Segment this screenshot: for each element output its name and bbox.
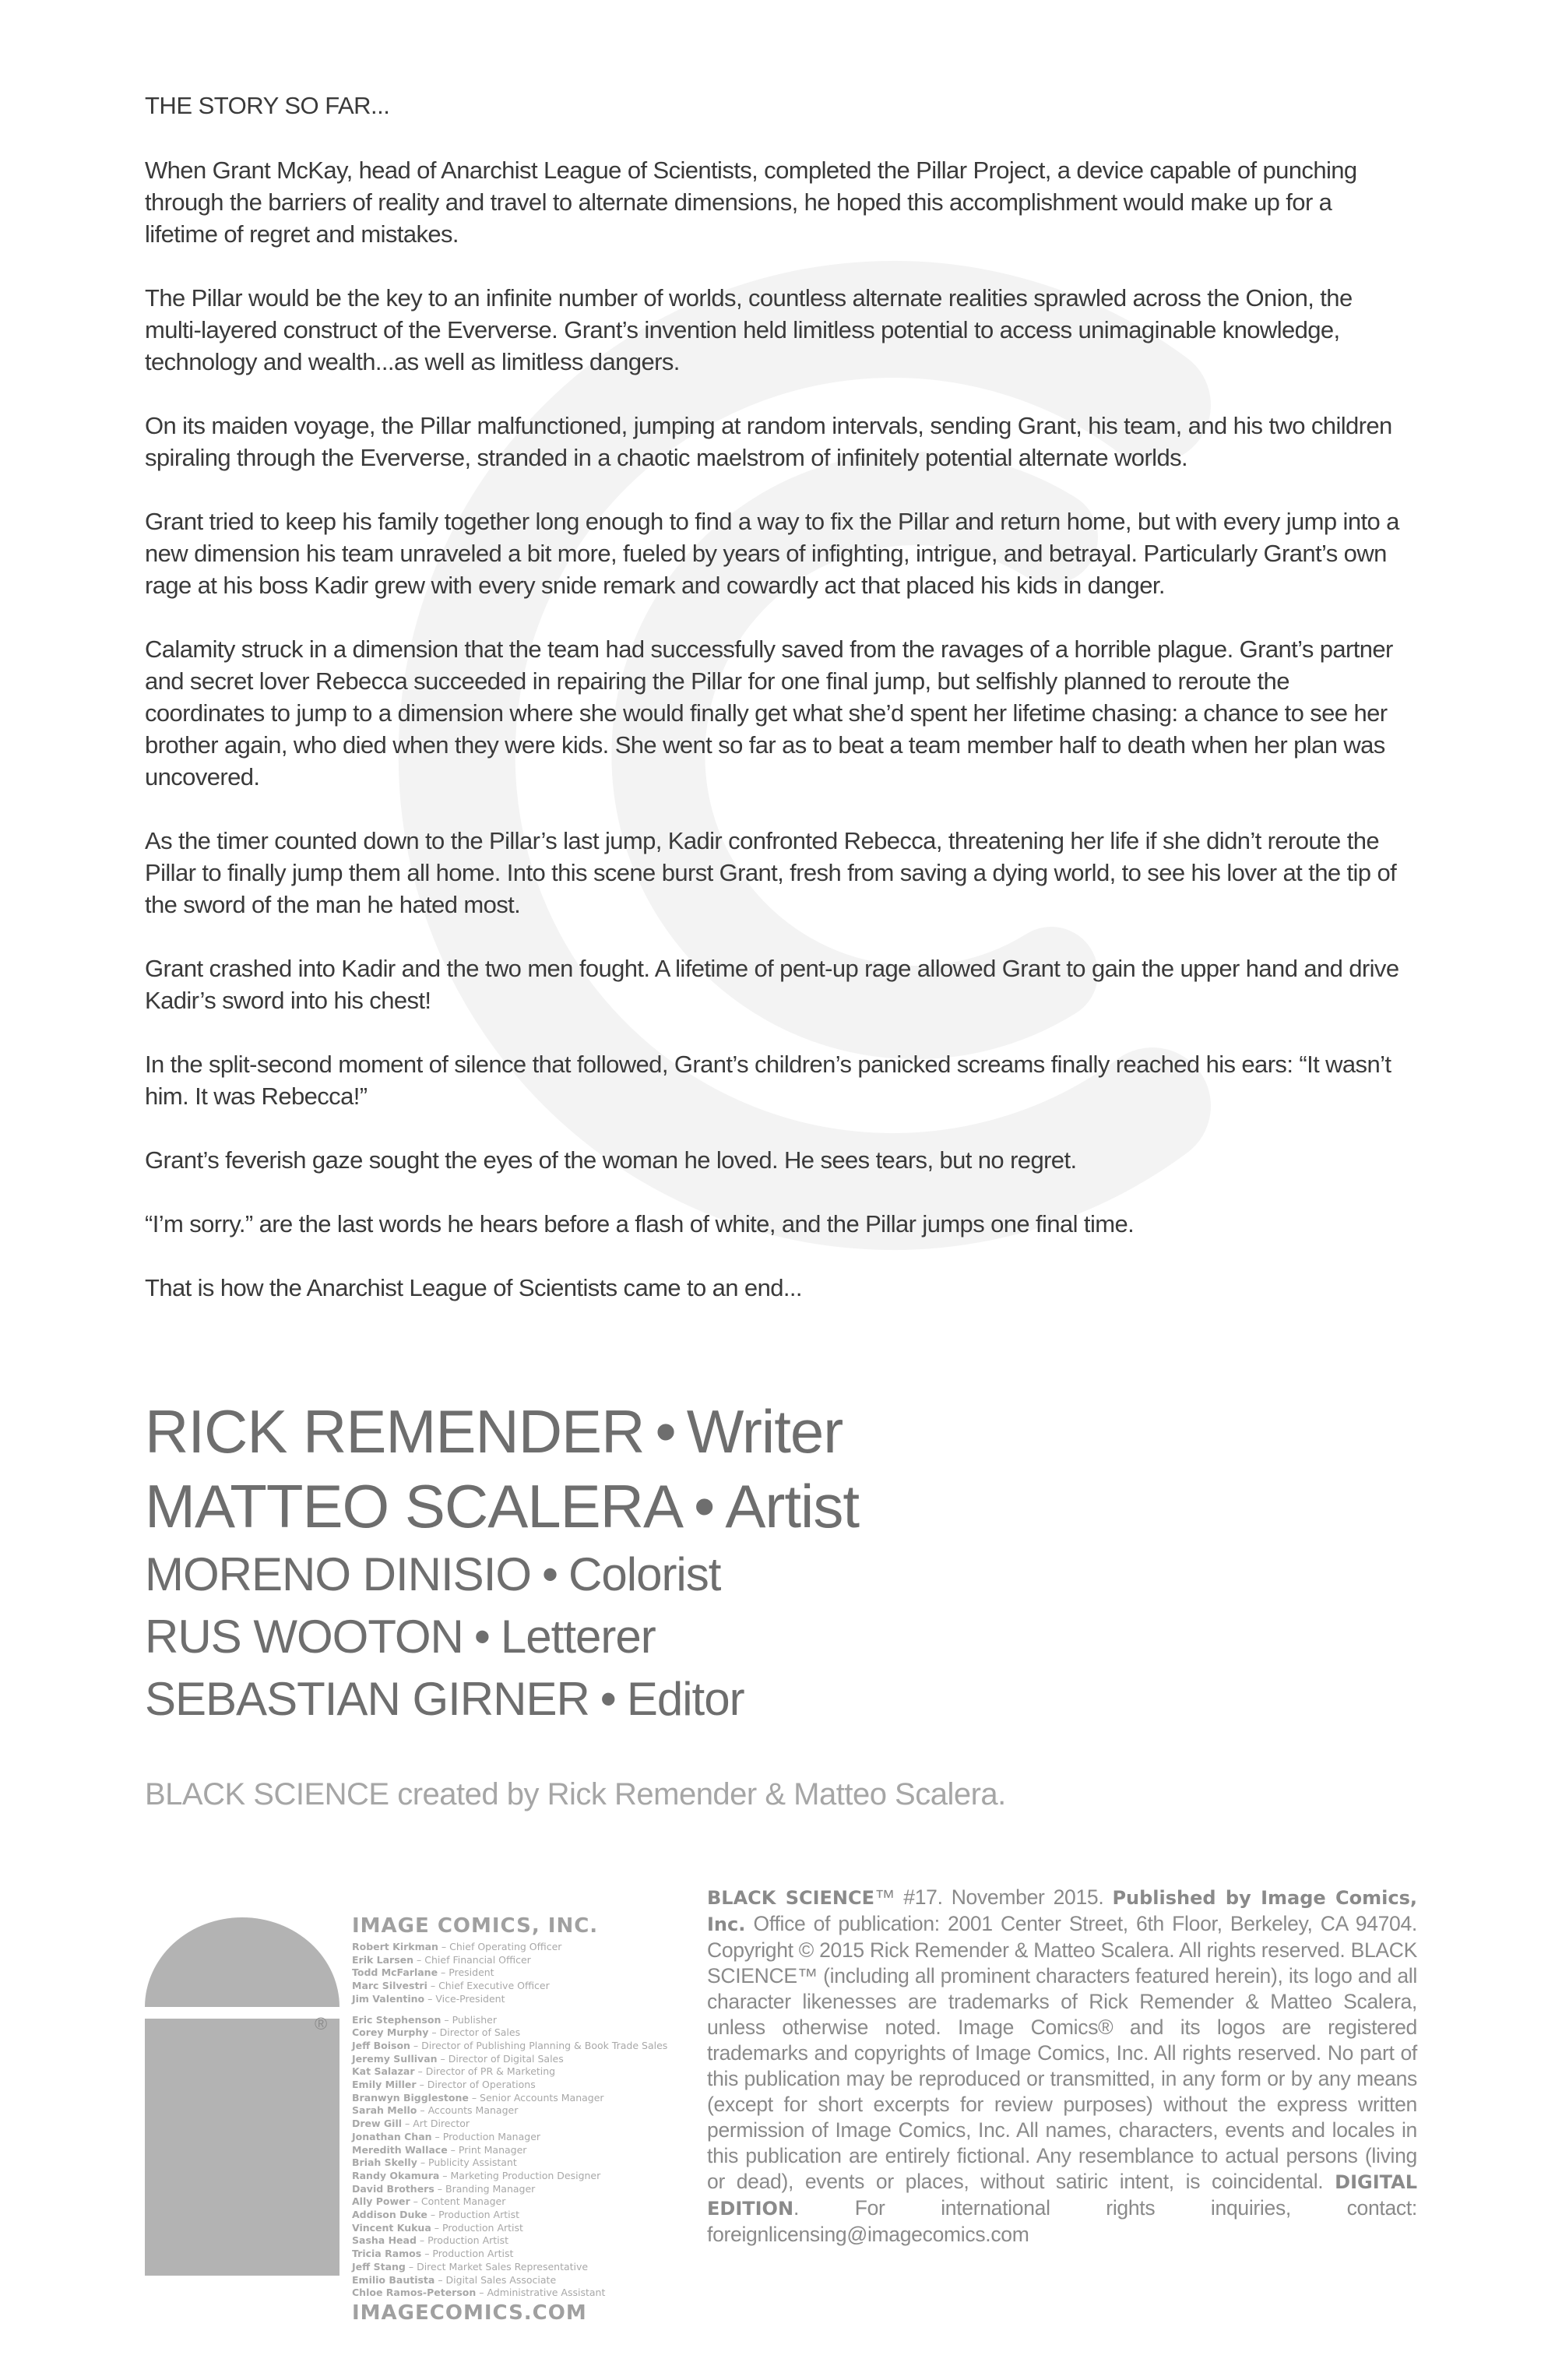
story-paragraph: In the split-second moment of silence that followed, Grant’s children’s panicked screams finally reached his ears: “It wasn’t him. It was Rebecca!”	[145, 1051, 1391, 1110]
staff-title: – Print Manager	[450, 2143, 527, 2156]
staff-row	[352, 2079, 679, 2092]
credit-name: RUS WOOTON	[145, 1611, 463, 1663]
staff-row	[352, 2065, 679, 2079]
credit-role: Letterer	[500, 1611, 656, 1663]
staff-name: Emily Miller	[352, 2079, 417, 2091]
staff-title: – Direct Market Sales Representative	[408, 2260, 589, 2273]
separator-dot: •	[473, 1611, 490, 1663]
staff-title: – Director of Digital Sales	[440, 2052, 564, 2065]
separator-dot: •	[600, 1673, 616, 1725]
staff-name: Jonathan Chan	[352, 2130, 432, 2142]
staff-title: – Production Artist	[419, 2234, 509, 2247]
credit-name: RICK REMENDER	[145, 1397, 645, 1466]
legal-publisher: Published by Image Comics, Inc.	[707, 1887, 1417, 1935]
staff-name: Drew Gill	[352, 2118, 403, 2130]
staff-name: Robert Kirkman	[352, 1941, 438, 1952]
staff-name: Todd McFarlane	[352, 1966, 438, 1979]
staff-title: – Director of Publishing Planning & Book Trade Sales	[413, 2039, 668, 2051]
legal-digital-edition: DIGITAL EDITION	[707, 2171, 1417, 2220]
credit-role: Colorist	[568, 1548, 721, 1600]
staff-title: – Chief Executive Officer	[430, 1980, 550, 1992]
created-by-line: BLACK SCIENCE created by Rick Remender & Matteo Scalera.	[145, 1777, 1006, 1811]
staff-row	[352, 1980, 679, 1993]
credit-name: MORENO DINISIO	[145, 1548, 532, 1600]
staff-title: – Accounts Manager	[420, 2104, 519, 2117]
staff-name: Eric Stephenson	[352, 2013, 442, 2026]
staff-title: – Digital Sales Associate	[438, 2273, 557, 2286]
image-comics-logo	[145, 1917, 340, 2276]
staff-title: – Publicity Assistant	[420, 2156, 517, 2169]
staff-title: – Production Manager	[434, 2130, 541, 2142]
legal-title: BLACK SCIENCE	[707, 1887, 875, 1909]
staff-title: – Publisher	[444, 2013, 497, 2026]
staff-title: – Art Director	[405, 2118, 470, 2130]
story-paragraph: That is how the Anarchist League of Scientists came to an end...	[145, 1274, 802, 1301]
legal-contact: . For international rights inquiries, contact: foreignlicensing@imagecomics.com	[707, 2196, 1417, 2246]
registered-mark: ®	[315, 2014, 328, 2033]
staff-title: – President	[441, 1966, 494, 1979]
separator-dot: •	[655, 1397, 676, 1466]
staff-title: – Director of Operations	[419, 2079, 536, 2091]
staff-title: – Chief Financial Officer	[417, 1953, 531, 1966]
legal-tm: ™	[874, 1885, 895, 1909]
staff-name: Erik Larsen	[352, 1953, 414, 1966]
staff-row	[352, 2234, 679, 2248]
credit-writer	[145, 1394, 1079, 1469]
staff-row	[352, 2248, 679, 2261]
credit-role: Writer	[686, 1397, 843, 1466]
staff-name: Jeff Boison	[352, 2039, 410, 2051]
legal-issue: #17. November 2015.	[895, 1885, 1113, 1909]
staff-name: Sasha Head	[352, 2234, 417, 2247]
staff-row	[352, 2209, 679, 2222]
credit-name: SEBASTIAN GIRNER	[145, 1673, 589, 1725]
legal-body: Office of publication: 2001 Center Street, 6th Floor, Berkeley, CA 94704. Copyright © 2015 Rick Remender & Matteo Scalera. All rights reserved. BLACK SCIENCE™ (including all prominent characters featured herein), its logo and all character likenesses are trademarks of Rick Remender & Matteo Scalera, unless otherwise noted. Image Comics® and its logos are registered trademarks and copyrights of Image Comics, Inc. All rights reserved. No part of this publication may be reproduced or transmitted, in any form or by any means (except for short excerpts for review purposes) without the express written permission of Image Comics, Inc. All names, characters, events and locales in this publication are entirely fictional. Any resemblance to actual persons (living or dead), events or places, without satiric intent, is coincidental.	[707, 1912, 1417, 2193]
story-heading: THE STORY SO FAR...	[145, 92, 390, 119]
staff-name: Randy Okamura	[352, 2169, 440, 2181]
staff-name: Chloe Ramos-Peterson	[352, 2287, 477, 2299]
staff-title: – Production Artist	[434, 2221, 523, 2234]
staff-title: – Branding Manager	[437, 2182, 536, 2195]
staff-name: Sarah Mello	[352, 2104, 417, 2117]
staff-name: Meredith Wallace	[352, 2143, 448, 2156]
staff-row	[352, 1993, 679, 2006]
staff-row	[352, 2144, 679, 2157]
staff-list	[352, 1914, 679, 2325]
separator-dot: •	[542, 1548, 558, 1600]
staff-name: David Brothers	[352, 2182, 434, 2195]
staff-row	[352, 2014, 679, 2027]
staff-title: – Production Artist	[424, 2248, 514, 2260]
staff-group-executives	[352, 1941, 679, 2006]
staff-name: Corey Murphy	[352, 2026, 429, 2039]
story-paragraph: The Pillar would be the key to an infinite number of worlds, countless alternate realities sprawled across the Onion, the multi-layered construct of the Eververse. Grant’s invention held limitless potential to access unimaginable knowledge, technology and wealth...as well as limitless dangers.	[145, 284, 1353, 375]
staff-name: Marc Silvestri	[352, 1980, 427, 1992]
credit-editor	[145, 1668, 1079, 1730]
staff-name: Kat Salazar	[352, 2065, 415, 2078]
story-paragraph: Calamity struck in a dimension that the team had successfully saved from the ravages of a horrible plague. Grant’s partner and secret lover Rebecca succeeded in repairing the Pillar for one final jump, but selfishly planned to reroute the coordinates to jump to a dimension where she would finally get what she’d spent her lifetime chasing: a chance to see her brother again, who died when they were kids. She went so far as to beat a team member half to death when her plan was uncovered.	[145, 635, 1393, 790]
staff-row	[352, 2104, 679, 2118]
staff-title: – Production Artist	[430, 2209, 520, 2221]
staff-title: – Content Manager	[413, 2195, 506, 2208]
story-paragraph: Grant tried to keep his family together long enough to find a way to fix the Pillar and return home, but with every jump into a new dimension his team unraveled a bit more, fueled by years of infighting, intrigue, and betrayal. Particularly Grant’s own rage at his boss Kadir grew with every snide remark and cowardly act that placed his kids in danger.	[145, 508, 1399, 599]
staff-name: Branwyn Bigglestone	[352, 2091, 469, 2104]
credit-role: Editor	[626, 1673, 744, 1725]
staff-row	[352, 1941, 679, 1954]
staff-title: – Marketing Production Designer	[442, 2169, 601, 2181]
staff-row	[352, 2026, 679, 2040]
staff-row	[352, 2274, 679, 2287]
staff-title: – Chief Operating Officer	[441, 1941, 562, 1952]
credit-name: MATTEO SCALERA	[145, 1472, 684, 1540]
story-paragraph: Grant’s feverish gaze sought the eyes of the woman he loved. He sees tears, but no regret.	[145, 1146, 1077, 1174]
staff-name: Emilio Bautista	[352, 2273, 435, 2286]
staff-row	[352, 2261, 679, 2274]
story-paragraph: When Grant McKay, head of Anarchist League of Scientists, completed the Pillar Project, a device capable of punching through the barriers of reality and travel to alternate dimensions, he hoped this accomplishment would make up for a lifetime of regret and mistakes.	[145, 157, 1357, 248]
staff-title: – Director of PR & Marketing	[417, 2065, 556, 2078]
staff-name: Addison Duke	[352, 2209, 427, 2221]
staff-name: Jeff Stang	[352, 2260, 406, 2273]
staff-row	[352, 1966, 679, 1980]
logo-stem	[145, 2019, 340, 2276]
staff-group-staff	[352, 2014, 679, 2300]
story-paragraph: Grant crashed into Kadir and the two men fought. A lifetime of pent-up rage allowed Grant to gain the upper hand and drive Kadir’s sword into his chest!	[145, 955, 1399, 1014]
website-link[interactable]: IMAGECOMICS.COM	[352, 2301, 587, 2325]
creator-credits	[145, 1394, 1079, 1730]
staff-row	[352, 2170, 679, 2183]
story-paragraph: On its maiden voyage, the Pillar malfunctioned, jumping at random intervals, sending Grant, his team, and his two children spiraling through the Eververse, stranded in a chaotic maelstrom of infinitely potential alternate worlds.	[145, 412, 1392, 471]
staff-row	[352, 2156, 679, 2170]
story-paragraph: As the timer counted down to the Pillar’s last jump, Kadir confronted Rebecca, threatening her life if she didn’t reroute the Pillar to finally jump them all home. Into this scene burst Grant, fresh from saving a dying world, to see his lover at the tip of the sword of the man he hated most.	[145, 827, 1397, 918]
staff-row	[352, 1954, 679, 1967]
staff-row	[352, 2195, 679, 2209]
staff-title: – Senior Accounts Manager	[471, 2091, 604, 2104]
credit-artist	[145, 1469, 1079, 1544]
staff-row	[352, 2287, 679, 2300]
staff-row	[352, 2118, 679, 2131]
staff-row	[352, 2092, 679, 2105]
staff-row	[352, 2183, 679, 2196]
staff-name: Jim Valentino	[352, 1992, 425, 2005]
staff-title: – Vice-President	[427, 1992, 505, 2005]
staff-title: – Director of Sales	[431, 2026, 521, 2039]
credit-role: Artist	[725, 1472, 859, 1540]
story-so-far	[145, 92, 1406, 1336]
legal-indicia	[707, 1885, 1417, 2248]
credit-colorist	[145, 1544, 1079, 1606]
logo-dot	[145, 1917, 340, 2007]
staff-name: Briah Skelly	[352, 2156, 417, 2169]
staff-name: Ally Power	[352, 2195, 410, 2208]
company-name: IMAGE COMICS, INC.	[352, 1914, 599, 1938]
credit-letterer	[145, 1606, 1079, 1668]
staff-name: Tricia Ramos	[352, 2248, 422, 2260]
staff-row	[352, 2053, 679, 2066]
staff-row	[352, 2222, 679, 2235]
staff-name: Jeremy Sullivan	[352, 2052, 438, 2065]
story-paragraph: “I’m sorry.” are the last words he hears before a flash of white, and the Pillar jumps one final time.	[145, 1210, 1135, 1238]
staff-row	[352, 2131, 679, 2144]
staff-title: – Administrative Assistant	[479, 2287, 606, 2299]
staff-name: Vincent Kukua	[352, 2221, 431, 2234]
separator-dot: •	[694, 1472, 715, 1540]
staff-row	[352, 2040, 679, 2053]
